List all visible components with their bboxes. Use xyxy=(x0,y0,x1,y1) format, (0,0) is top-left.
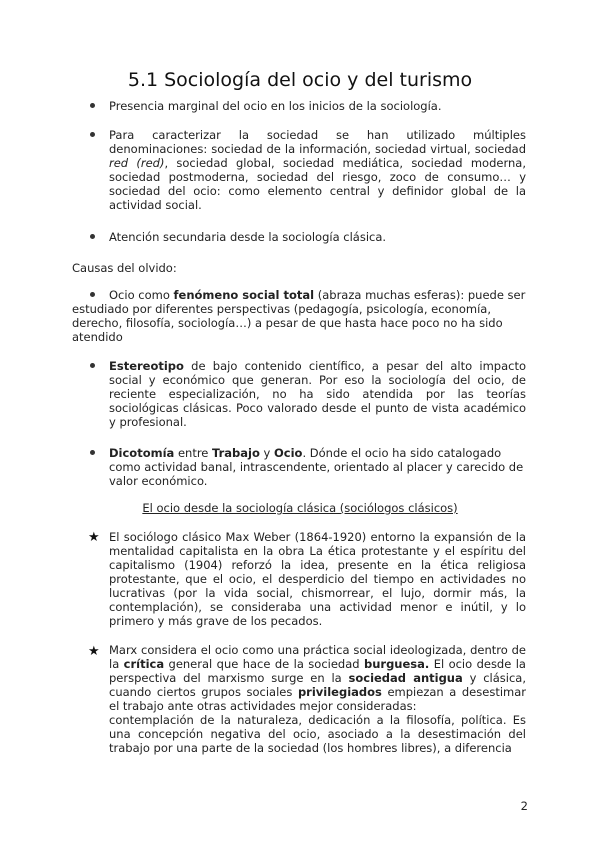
star-bullet-icon: ★ xyxy=(88,530,100,545)
causas-label: Causas del olvido: xyxy=(72,261,177,275)
marx-text-4: y clásica, cuando ciertos grupos sociales xyxy=(109,671,526,699)
bullet-icon xyxy=(90,234,95,239)
dicotomia-bold: Dicotomía xyxy=(109,446,175,460)
marx-paragraph xyxy=(109,643,526,755)
dicotomia-mid1: entre xyxy=(174,446,213,460)
bullet-denominaciones xyxy=(109,128,526,212)
cause-estereotipo-text: de bajo contenido científico, a pesar del alto impacto social y económico que generan. Por eso la sociología del ocio, de reciente especialización, no ha sido atendida por las teorías sociológicas clásicas. Poco valorado desde el punto de vista académico y profesional. xyxy=(109,359,526,429)
bullet-icon xyxy=(90,363,95,368)
cause-fenomeno-post: (abraza muchas esferas): puede ser estudiado por diferentes perspectivas (pedagogía, psicología, economía, derecho, filosofía, sociología…) a pesar de que hasta hace poco no ha sido atendido xyxy=(72,288,526,344)
marx-bold-burguesa: burguesa. xyxy=(363,657,430,671)
marx-bold-sociedad-antigua: sociedad antigua xyxy=(348,671,463,685)
cause-dicotomia xyxy=(109,446,526,488)
denominaciones-text: Para caracterizar la sociedad se han utilizado múltiples denominaciones: sociedad de la información, sociedad virtual, sociedad xyxy=(109,128,526,156)
bullet-icon xyxy=(90,292,95,297)
marx-text-3: El ocio desde la perspectiva del marxismo surge en la xyxy=(109,657,526,685)
marx-text-2: general que hace de la sociedad xyxy=(164,657,364,671)
cause-fenomeno-pre: Ocio como xyxy=(109,288,174,302)
bullet-icon xyxy=(90,103,95,108)
star-bullet-icon: ★ xyxy=(88,644,100,659)
marx-text-6: contemplación de la naturaleza, dedicación a la filosofía, política. Es una concepción negativa del ocio, asociado a la desestimación del trabajo por una parte de la sociedad (los hombres libres), a diferencia xyxy=(109,713,526,755)
cause-fenomeno xyxy=(72,288,528,344)
page-number: 2 xyxy=(520,799,528,813)
dicotomia-post: . Dónde el ocio ha sido catalogado como actividad banal, intrascendente, orientado al placer y carecido de valor económico. xyxy=(109,446,524,488)
bullet-icon xyxy=(90,132,95,137)
section-subheading: El ocio desde la sociología clásica (sociólogos clásicos) xyxy=(142,501,458,515)
bullet-marginal: Presencia marginal del ocio en los inicios de la sociología. xyxy=(109,99,442,113)
cause-estereotipo-bold: Estereotipo xyxy=(109,359,184,373)
marx-text-5: empiezan a desestimar el trabajo ante otras actividades mejor consideradas: xyxy=(109,685,526,713)
bullet-icon xyxy=(90,450,95,455)
dicotomia-mid2: y xyxy=(259,446,275,460)
marx-text-1: Marx considera el ocio como una práctica social ideologizada, dentro de la xyxy=(109,643,526,671)
cause-fenomeno-bold: fenómeno social total xyxy=(173,288,315,302)
trabajo-bold: Trabajo xyxy=(212,446,260,460)
red-italic: red (red) xyxy=(109,156,165,170)
marx-bold-privilegiados: privilegiados xyxy=(297,685,382,699)
weber-paragraph: El sociólogo clásico Max Weber (1864-1920) entorno la expansión de la mentalidad capitalista en la obra La ética protestante y el espíritu del capitalismo (1904) reforzó la idea, presente en la ética religiosa protestante, que el ocio, el desperdicio del tiempo en actividades no lucrativas (por la vida social, chismorrear, el lujo, dormir más, la contemplación), se consideraba una actividad menor e inútil, y lo primero y más grave de los pecados. xyxy=(109,530,526,628)
cause-estereotipo xyxy=(109,359,526,429)
ocio-bold: Ocio xyxy=(274,446,303,460)
denominaciones-text-end: , sociedad global, sociedad mediática, sociedad moderna, sociedad postmoderna, sociedad del riesgo, zoco de consumo… y sociedad del ocio: como elemento central y definidor global de la actividad social. xyxy=(109,156,526,212)
marx-bold-critica: crítica xyxy=(123,657,165,671)
bullet-atencion: Atención secundaria desde la sociología clásica. xyxy=(109,230,387,244)
page-title: 5.1 Sociología del ocio y del turismo xyxy=(127,69,473,91)
